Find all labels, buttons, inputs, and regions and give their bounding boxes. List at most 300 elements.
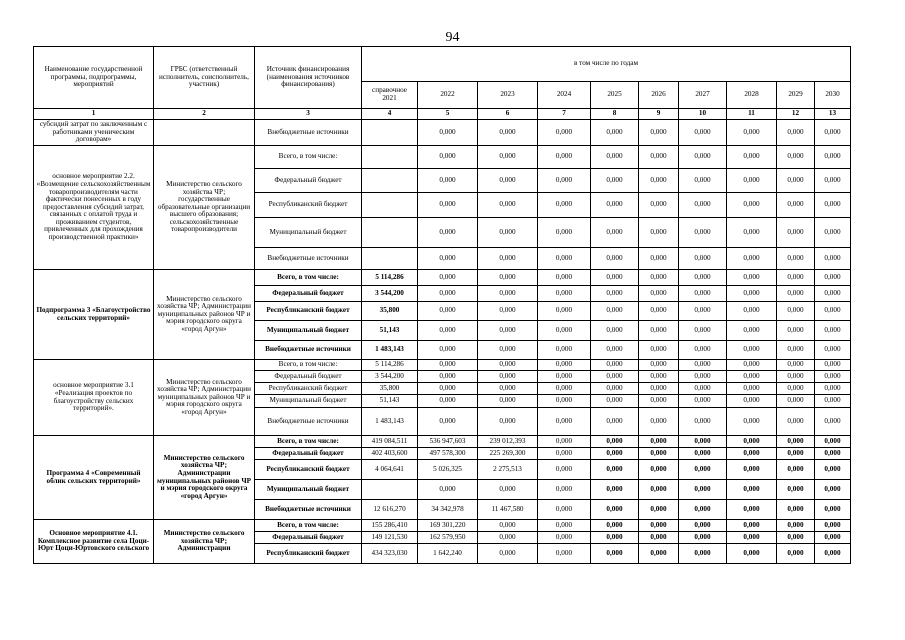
amount-cell: 0,000: [679, 360, 727, 371]
amount-cell: 0,000: [679, 448, 727, 460]
amount-cell: 0,000: [727, 146, 777, 169]
funding-source-cell: Федеральный бюджет: [255, 286, 362, 302]
amount-cell: 0,000: [538, 169, 591, 193]
amount-cell: 0,000: [418, 360, 478, 371]
amount-cell: 0,000: [815, 383, 851, 395]
amount-cell: 0,000: [679, 193, 727, 218]
table-row: [34, 520, 851, 532]
amount-cell: 0,000: [478, 270, 538, 286]
amount-cell: 225 269,300: [478, 448, 538, 460]
amount-cell: 419 084,511: [362, 436, 418, 448]
header-ref-2021: справочное 2021: [362, 82, 418, 109]
amount-cell: 51,143: [362, 321, 418, 341]
amount-cell: 0,000: [815, 146, 851, 169]
amount-cell: 35,800: [362, 302, 418, 321]
funding-source-cell: Внебюджетные источники: [255, 500, 362, 520]
amount-cell: 0,000: [815, 448, 851, 460]
amount-cell: 0,000: [639, 321, 679, 341]
amount-cell: 0,000: [777, 286, 815, 302]
funding-source-cell: Муниципальный бюджет: [255, 480, 362, 500]
table-row: [34, 436, 851, 448]
amount-cell: 0,000: [815, 270, 851, 286]
amount-cell: 0,000: [591, 120, 639, 146]
amount-cell: 0,000: [591, 341, 639, 360]
funding-source-cell: Всего, в том числе:: [255, 520, 362, 532]
amount-cell: 0,000: [727, 169, 777, 193]
amount-cell: 3 544,200: [362, 371, 418, 383]
amount-cell: 0,000: [591, 532, 639, 544]
amount-cell: 0,000: [679, 460, 727, 480]
funding-source-cell: Муниципальный бюджет: [255, 218, 362, 248]
amount-cell: 536 947,603: [418, 436, 478, 448]
amount-cell: 0,000: [478, 520, 538, 532]
amount-cell: 0,000: [777, 270, 815, 286]
amount-cell: 0,000: [478, 321, 538, 341]
amount-cell: 0,000: [679, 408, 727, 436]
amount-cell: 0,000: [538, 120, 591, 146]
amount-cell: 0,000: [679, 218, 727, 248]
amount-cell: [362, 193, 418, 218]
amount-cell: 497 578,300: [418, 448, 478, 460]
amount-cell: 0,000: [591, 395, 639, 408]
amount-cell: 0,000: [727, 544, 777, 564]
amount-cell: 0,000: [418, 341, 478, 360]
amount-cell: 0,000: [478, 193, 538, 218]
amount-cell: 0,000: [727, 321, 777, 341]
amount-cell: 0,000: [639, 383, 679, 395]
page-number: 94: [445, 30, 460, 45]
amount-cell: 0,000: [538, 383, 591, 395]
amount-cell: 0,000: [418, 193, 478, 218]
funding-source-cell: Муниципальный бюджет: [255, 395, 362, 408]
amount-cell: 0,000: [639, 520, 679, 532]
amount-cell: 0,000: [777, 448, 815, 460]
amount-cell: 0,000: [591, 371, 639, 383]
column-number: 9: [639, 109, 679, 120]
amount-cell: 0,000: [538, 480, 591, 500]
amount-cell: 0,000: [777, 341, 815, 360]
amount-cell: 0,000: [591, 520, 639, 532]
header-year: 2028: [727, 82, 777, 109]
amount-cell: 0,000: [815, 371, 851, 383]
header-year: 2023: [478, 82, 538, 109]
amount-cell: [362, 169, 418, 193]
amount-cell: 1 642,240: [418, 544, 478, 564]
amount-cell: 0,000: [815, 321, 851, 341]
amount-cell: 0,000: [478, 169, 538, 193]
amount-cell: 0,000: [777, 169, 815, 193]
amount-cell: 0,000: [418, 321, 478, 341]
amount-cell: [362, 146, 418, 169]
program-name-cell: Программа 4 «Современный облик сельских территорий»: [34, 436, 154, 520]
amount-cell: 0,000: [639, 408, 679, 436]
amount-cell: 0,000: [777, 218, 815, 248]
amount-cell: 0,000: [777, 371, 815, 383]
funding-source-cell: Внебюджетные источники: [255, 120, 362, 146]
amount-cell: 0,000: [777, 248, 815, 270]
amount-cell: 0,000: [478, 218, 538, 248]
amount-cell: 434 323,030: [362, 544, 418, 564]
amount-cell: 0,000: [538, 544, 591, 564]
header-year: 2025: [591, 82, 639, 109]
amount-cell: 0,000: [777, 193, 815, 218]
column-number: 6: [478, 109, 538, 120]
amount-cell: 0,000: [815, 302, 851, 321]
funding-source-cell: Внебюджетные источники: [255, 248, 362, 270]
grbs-cell: Министерство сельского хозяйства ЧР; Администрации муниципальных районов ЧР и мэрия городского округа «город Аргун»: [154, 270, 255, 360]
grbs-cell: [154, 120, 255, 146]
amount-cell: 4 064,641: [362, 460, 418, 480]
amount-cell: 0,000: [538, 321, 591, 341]
amount-cell: 0,000: [679, 169, 727, 193]
program-name-cell: Основное мероприятие 4.1. Комплексное развитие села Цоци-Юрт Цоци-Юртовского сельского: [34, 520, 154, 564]
header-year: 2026: [639, 82, 679, 109]
amount-cell: 0,000: [679, 321, 727, 341]
amount-cell: 0,000: [727, 286, 777, 302]
amount-cell: 0,000: [815, 218, 851, 248]
amount-cell: [362, 218, 418, 248]
amount-cell: 0,000: [418, 408, 478, 436]
amount-cell: 0,000: [679, 341, 727, 360]
funding-source-cell: Всего, в том числе:: [255, 146, 362, 169]
program-name-cell: основное мероприятие 2.2. «Возмещение сельскохозяйственным товаропроизводителям части фактически понесенных в году предоставления субсидий затрат, связанных с оплатой труда и проживанием студентов, привлеченных для прохождения производственной практики»: [34, 146, 154, 270]
amount-cell: 0,000: [777, 302, 815, 321]
amount-cell: 0,000: [679, 248, 727, 270]
amount-cell: [362, 480, 418, 500]
amount-cell: 0,000: [639, 360, 679, 371]
amount-cell: 0,000: [418, 169, 478, 193]
amount-cell: 0,000: [418, 480, 478, 500]
amount-cell: 0,000: [639, 500, 679, 520]
amount-cell: 0,000: [777, 520, 815, 532]
funding-source-cell: Республиканский бюджет: [255, 544, 362, 564]
amount-cell: 1 483,143: [362, 341, 418, 360]
funding-source-cell: Республиканский бюджет: [255, 193, 362, 218]
column-number: 4: [362, 109, 418, 120]
amount-cell: 0,000: [679, 520, 727, 532]
amount-cell: 0,000: [591, 448, 639, 460]
grbs-cell: Министерство сельского хозяйства ЧР; Администрации муниципальных районов ЧР и мэрия городского округа «город Аргун»: [154, 436, 255, 520]
column-number: 5: [418, 109, 478, 120]
amount-cell: 0,000: [418, 395, 478, 408]
amount-cell: 0,000: [679, 480, 727, 500]
amount-cell: 0,000: [727, 480, 777, 500]
header-grbs: ГРБС (ответственный исполнитель, соисполнитель, участник): [154, 47, 255, 109]
amount-cell: 0,000: [538, 436, 591, 448]
amount-cell: 162 579,950: [418, 532, 478, 544]
amount-cell: 0,000: [591, 500, 639, 520]
amount-cell: 0,000: [639, 302, 679, 321]
header-year: 2027: [679, 82, 727, 109]
column-number: 12: [777, 109, 815, 120]
amount-cell: 0,000: [639, 286, 679, 302]
amount-cell: 169 301,220: [418, 520, 478, 532]
header-year: 2022: [418, 82, 478, 109]
amount-cell: [362, 120, 418, 146]
amount-cell: 0,000: [815, 408, 851, 436]
amount-cell: 0,000: [639, 270, 679, 286]
funding-source-cell: Федеральный бюджет: [255, 532, 362, 544]
funding-source-cell: Внебюджетные источники: [255, 408, 362, 436]
header-source: Источник финансирования (наименования источников финансирования): [255, 47, 362, 109]
amount-cell: [362, 248, 418, 270]
amount-cell: 0,000: [679, 500, 727, 520]
amount-cell: 0,000: [478, 146, 538, 169]
table-row: [34, 360, 851, 371]
amount-cell: 0,000: [639, 544, 679, 564]
amount-cell: 0,000: [538, 532, 591, 544]
amount-cell: 2 275,513: [478, 460, 538, 480]
amount-cell: 35,800: [362, 383, 418, 395]
amount-cell: 0,000: [815, 500, 851, 520]
table-row: [34, 120, 851, 146]
funding-source-cell: Республиканский бюджет: [255, 383, 362, 395]
amount-cell: 0,000: [777, 146, 815, 169]
amount-cell: 0,000: [679, 146, 727, 169]
amount-cell: 0,000: [591, 544, 639, 564]
amount-cell: 0,000: [679, 270, 727, 286]
amount-cell: 155 286,410: [362, 520, 418, 532]
amount-cell: 0,000: [478, 480, 538, 500]
amount-cell: 5 114,286: [362, 360, 418, 371]
amount-cell: 0,000: [727, 302, 777, 321]
grbs-cell: Министерство сельского хозяйства ЧР; Администрации: [154, 520, 255, 564]
amount-cell: 0,000: [538, 360, 591, 371]
budget-table: [33, 46, 851, 564]
amount-cell: 0,000: [639, 532, 679, 544]
amount-cell: 0,000: [591, 302, 639, 321]
amount-cell: 0,000: [418, 120, 478, 146]
funding-source-cell: Республиканский бюджет: [255, 302, 362, 321]
funding-source-cell: Федеральный бюджет: [255, 371, 362, 383]
amount-cell: 0,000: [815, 360, 851, 371]
amount-cell: 0,000: [727, 341, 777, 360]
amount-cell: 0,000: [538, 395, 591, 408]
amount-cell: 0,000: [639, 448, 679, 460]
amount-cell: 0,000: [727, 371, 777, 383]
amount-cell: 0,000: [639, 480, 679, 500]
amount-cell: 0,000: [591, 321, 639, 341]
column-number: 8: [591, 109, 639, 120]
amount-cell: 0,000: [727, 248, 777, 270]
table-row: [34, 270, 851, 286]
amount-cell: 0,000: [815, 169, 851, 193]
amount-cell: 239 012,393: [478, 436, 538, 448]
amount-cell: 0,000: [591, 169, 639, 193]
amount-cell: 0,000: [777, 120, 815, 146]
amount-cell: 0,000: [538, 520, 591, 532]
amount-cell: 0,000: [591, 270, 639, 286]
amount-cell: 0,000: [727, 520, 777, 532]
amount-cell: 0,000: [727, 270, 777, 286]
amount-cell: 0,000: [538, 302, 591, 321]
amount-cell: 0,000: [815, 286, 851, 302]
amount-cell: 0,000: [777, 383, 815, 395]
amount-cell: 0,000: [815, 341, 851, 360]
amount-cell: 0,000: [538, 448, 591, 460]
amount-cell: 0,000: [639, 193, 679, 218]
funding-source-cell: Федеральный бюджет: [255, 448, 362, 460]
amount-cell: 0,000: [639, 436, 679, 448]
amount-cell: 0,000: [679, 302, 727, 321]
amount-cell: 0,000: [418, 218, 478, 248]
amount-cell: 0,000: [815, 395, 851, 408]
amount-cell: 0,000: [639, 395, 679, 408]
amount-cell: 0,000: [815, 520, 851, 532]
amount-cell: 0,000: [679, 436, 727, 448]
amount-cell: 0,000: [815, 436, 851, 448]
column-number: 10: [679, 109, 727, 120]
amount-cell: 0,000: [639, 146, 679, 169]
amount-cell: 0,000: [815, 248, 851, 270]
program-name-cell: Подпрограмма 3 «Благоустройство сельских территорий»: [34, 270, 154, 360]
amount-cell: 0,000: [815, 460, 851, 480]
amount-cell: 0,000: [639, 169, 679, 193]
amount-cell: 0,000: [478, 248, 538, 270]
amount-cell: 0,000: [591, 218, 639, 248]
amount-cell: 5 026,325: [418, 460, 478, 480]
amount-cell: 0,000: [591, 408, 639, 436]
amount-cell: 0,000: [777, 480, 815, 500]
amount-cell: 0,000: [538, 270, 591, 286]
header-year: 2030: [815, 82, 851, 109]
amount-cell: 0,000: [538, 500, 591, 520]
amount-cell: 0,000: [478, 532, 538, 544]
program-name-cell: основное мероприятие 3.1 «Реализация проектов по благоустройству сельских территорий».: [34, 360, 154, 436]
amount-cell: 0,000: [777, 360, 815, 371]
funding-source-cell: Муниципальный бюджет: [255, 321, 362, 341]
amount-cell: 0,000: [815, 532, 851, 544]
amount-cell: 0,000: [478, 408, 538, 436]
amount-cell: 0,000: [478, 383, 538, 395]
amount-cell: 0,000: [727, 360, 777, 371]
amount-cell: 0,000: [777, 436, 815, 448]
amount-cell: 0,000: [538, 248, 591, 270]
amount-cell: 1 483,143: [362, 408, 418, 436]
amount-cell: 0,000: [679, 371, 727, 383]
header-year: 2029: [777, 82, 815, 109]
amount-cell: 0,000: [679, 395, 727, 408]
amount-cell: 0,000: [478, 360, 538, 371]
amount-cell: 0,000: [538, 408, 591, 436]
column-number: 11: [727, 109, 777, 120]
amount-cell: 11 467,580: [478, 500, 538, 520]
amount-cell: 0,000: [639, 248, 679, 270]
amount-cell: 3 544,200: [362, 286, 418, 302]
amount-cell: 0,000: [418, 248, 478, 270]
amount-cell: 402 403,600: [362, 448, 418, 460]
header-year: 2024: [538, 82, 591, 109]
amount-cell: 0,000: [591, 436, 639, 448]
amount-cell: 0,000: [591, 480, 639, 500]
program-name-cell: субсидий затрат по заключенным с работниками ученическим договорам»: [34, 120, 154, 146]
amount-cell: 0,000: [538, 460, 591, 480]
amount-cell: 0,000: [418, 270, 478, 286]
header-name: Наименование государственной программы, подпрограммы, мероприятий: [34, 47, 154, 109]
amount-cell: 0,000: [727, 500, 777, 520]
funding-source-cell: Всего, в том числе:: [255, 270, 362, 286]
amount-cell: 0,000: [815, 120, 851, 146]
amount-cell: 0,000: [727, 436, 777, 448]
header-years-group: в том числе по годам: [362, 47, 851, 82]
amount-cell: 0,000: [538, 341, 591, 360]
funding-source-cell: Всего, в том числе:: [255, 436, 362, 448]
amount-cell: 0,000: [478, 286, 538, 302]
amount-cell: 0,000: [418, 302, 478, 321]
amount-cell: 149 121,530: [362, 532, 418, 544]
amount-cell: 0,000: [727, 193, 777, 218]
amount-cell: 0,000: [777, 532, 815, 544]
amount-cell: 0,000: [418, 383, 478, 395]
grbs-cell: Министерство сельского хозяйства ЧР; государственные образовательные организации высшего образования; сельскохозяйственные товаропроизводители: [154, 146, 255, 270]
amount-cell: 0,000: [777, 395, 815, 408]
amount-cell: 0,000: [727, 448, 777, 460]
amount-cell: 0,000: [418, 146, 478, 169]
table-row: [34, 146, 851, 169]
amount-cell: 34 342,978: [418, 500, 478, 520]
amount-cell: 0,000: [727, 395, 777, 408]
column-number: 1: [34, 109, 154, 120]
funding-source-cell: Внебюджетные источники: [255, 341, 362, 360]
amount-cell: 51,143: [362, 395, 418, 408]
column-number: 2: [154, 109, 255, 120]
amount-cell: 0,000: [478, 302, 538, 321]
amount-cell: 0,000: [679, 383, 727, 395]
column-number: 7: [538, 109, 591, 120]
amount-cell: 5 114,286: [362, 270, 418, 286]
amount-cell: 0,000: [727, 383, 777, 395]
amount-cell: 0,000: [815, 544, 851, 564]
amount-cell: 0,000: [538, 286, 591, 302]
amount-cell: 0,000: [538, 371, 591, 383]
amount-cell: 0,000: [478, 371, 538, 383]
amount-cell: 0,000: [591, 146, 639, 169]
funding-source-cell: Всего, в том числе:: [255, 360, 362, 371]
amount-cell: 12 616,270: [362, 500, 418, 520]
amount-cell: 0,000: [679, 544, 727, 564]
amount-cell: 0,000: [727, 120, 777, 146]
amount-cell: 0,000: [639, 341, 679, 360]
amount-cell: 0,000: [591, 193, 639, 218]
amount-cell: 0,000: [478, 544, 538, 564]
amount-cell: 0,000: [727, 218, 777, 248]
amount-cell: 0,000: [538, 193, 591, 218]
column-number: 13: [815, 109, 851, 120]
amount-cell: 0,000: [418, 371, 478, 383]
amount-cell: 0,000: [727, 532, 777, 544]
amount-cell: 0,000: [777, 460, 815, 480]
amount-cell: 0,000: [591, 460, 639, 480]
amount-cell: 0,000: [679, 120, 727, 146]
amount-cell: 0,000: [591, 286, 639, 302]
amount-cell: 0,000: [639, 371, 679, 383]
amount-cell: 0,000: [815, 480, 851, 500]
amount-cell: 0,000: [591, 360, 639, 371]
amount-cell: 0,000: [777, 321, 815, 341]
funding-source-cell: Федеральный бюджет: [255, 169, 362, 193]
amount-cell: 0,000: [727, 408, 777, 436]
amount-cell: 0,000: [478, 395, 538, 408]
amount-cell: 0,000: [777, 500, 815, 520]
amount-cell: 0,000: [679, 286, 727, 302]
amount-cell: 0,000: [538, 146, 591, 169]
amount-cell: 0,000: [639, 120, 679, 146]
amount-cell: 0,000: [591, 383, 639, 395]
amount-cell: 0,000: [815, 193, 851, 218]
amount-cell: 0,000: [538, 218, 591, 248]
amount-cell: 0,000: [591, 248, 639, 270]
amount-cell: 0,000: [418, 286, 478, 302]
